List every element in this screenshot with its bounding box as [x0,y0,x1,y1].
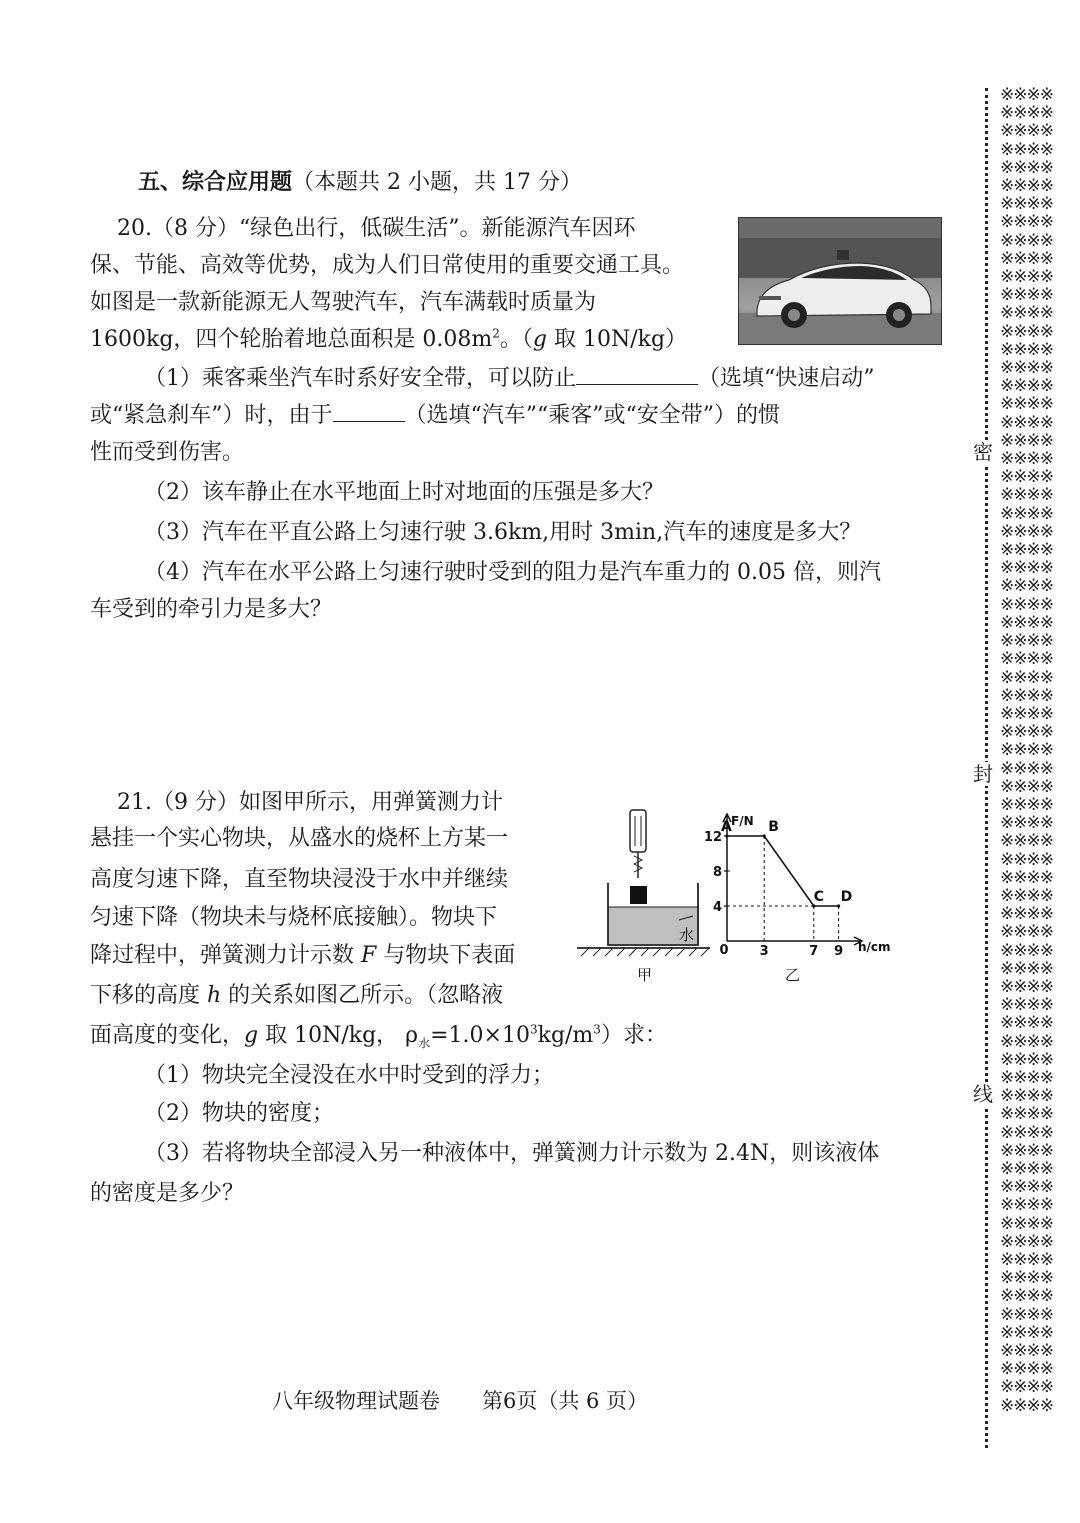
section-title: 五、综合应用题 [138,170,293,195]
page-footer [0,1385,920,1415]
q20-line1: 20.（8 分）“绿色出行，低碳生活”。新能源汽车因环 [117,216,636,241]
q21-line7: 面高度的变化，g 取 10N/kg， $\rho_水=1.0\times 10^3kg/m^3$）求： [90,1022,667,1051]
q20-part4-line1: （4）汽车在水平公路上匀速行驶时受到的阻力是汽车重力的 0.05 倍，则汽 [144,560,881,585]
q21-line3: 高度匀速下降，直至物块浸没于水中并继续 [90,867,509,892]
y-axis-label: F/N [731,814,754,828]
car-photo [738,217,942,345]
q20-part1-line2: 或“紧急刹车”）时，由于 （选填“汽车”“乘客”或“安全带”）的惯 [90,397,940,434]
x-tick-label: 9 [834,944,844,959]
y-tick-label: 12 [703,830,722,845]
q21-part1: （1）物块完全浸没在水中时受到的浮力； [144,1063,554,1088]
binding-char-1: 密 [973,440,993,464]
q20-part3: （3）汽车在平直公路上匀速行驶 3.6km,用时 3min,汽车的速度是多大？ [144,520,862,545]
point-label-D: D [840,889,853,905]
answer-blank-2[interactable] [333,399,405,422]
point-label-C: C [813,889,825,905]
q21-part3-line2: 的密度是多少？ [90,1181,245,1206]
x-tick-label: 3 [759,944,769,959]
label-yi: 乙 [785,966,801,984]
spring-scale-icon [630,810,646,852]
footer-exam-name: 八年级物理试题卷 [271,1389,440,1413]
point-label-B: B [768,819,779,835]
figure-jia-yi [575,808,905,988]
q21-line4: 匀速下降（物块未与烧杯底接触）。物块下 [90,905,498,930]
q21-line6: 下移的高度 h 的关系如图乙所示。（忽略液 [90,983,504,1008]
y-tick-label: 8 [712,865,722,880]
margin-x-pattern: ※※※※ ※※※※ ※※※※ ※※※※ ※※※※ ※※※※ ※※※※ ※※※※ ※※※※ ※※※※ ※※※※ ※※※※ ※※※※ ※※※※ ※※※※ ※※※※ ※※※※ ※※※※ ※※※※ ※※※※ ※※※※ ※※※※ ※※※※ ※※※※ ※※※※ ※※※※ ※※※※ ※※※※ ※※※※ ※※※※ ※※※※ ※※※※ ※※※※ ※※※※ ※※※※ ※※※※ ※※※※ ※※※※ ※※※※ ※※※※ ※※※※ ※※※※ ※※※※ ※※※※ ※※※※ ※※※※ ※※※※ ※※※※ ※※※※ ※※※※ ※※※※ ※※※※ ※※※※ ※※※※ ※※※※ ※※※※ ※※※※ ※※※※ ※※※※ ※※※※ ※※※※ ※※※※ ※※※※ ※※※※ ※※※※ ※※※※ ※※※※ ※※※※ ※※※※ ※※※※ ※※※※ ※※※※ ※※※※ [1000,85,1053,1416]
q20-line2: 保、节能、高效等优势，成为人们日常使用的重要交通工具。 [90,253,685,278]
answer-blank-1[interactable] [576,362,698,385]
origin-label: 0 [719,943,729,958]
x-axis-label: h/cm [858,940,891,954]
point-label-A: A [721,819,732,835]
water-label: 水 [679,926,695,944]
q20-line4: 1600kg，四个轮胎着地总面积是 $0.08m^2$。（g 取 10N/kg） [90,326,688,352]
footer-page-number: 第6页（共 6 页） [481,1389,649,1413]
q20-part2: （2）该车静止在水平地面上时对地面的压强是多大？ [144,480,664,505]
x-tick-label: 7 [809,944,819,959]
q21-part3-line1: （3）若将物块全部浸入另一种液体中，弹簧测力计示数为 2.4N，则该液体 [144,1141,880,1166]
binding-char-2: 封 [973,762,993,786]
figure-yi-graph [704,814,891,984]
section-note: （本题共 2 小题，共 17 分） [292,170,582,195]
q20-part4-line2: 车受到的牵引力是多大？ [90,597,333,622]
figure-jia [577,810,710,984]
solid-block [630,886,647,904]
q21-line2: 悬挂一个实心物块，从盛水的烧杯上方某一 [90,826,509,851]
q21-line5: 降过程中，弹簧测力计示数 F 与物块下表面 [90,943,516,968]
y-tick-label: 4 [712,900,722,915]
data-point [763,834,766,837]
car-illustration [739,218,941,344]
q20-part1-line1: （1）乘客乘坐汽车时系好安全带，可以防止 （选填“快速启动” [90,360,940,397]
q21-line1: 21.（9 分）如图甲所示，用弹簧测力计 [117,790,503,815]
section-heading [138,165,582,196]
q20-line3: 如图是一款新能源无人驾驶汽车，汽车满载时质量为 [90,290,597,315]
q21-part2: （2）物块的密度； [144,1101,334,1126]
label-jia: 甲 [637,966,653,984]
binding-char-3: 线 [973,1082,993,1106]
q20-part1-line3: 性而受到伤害。 [90,440,245,465]
